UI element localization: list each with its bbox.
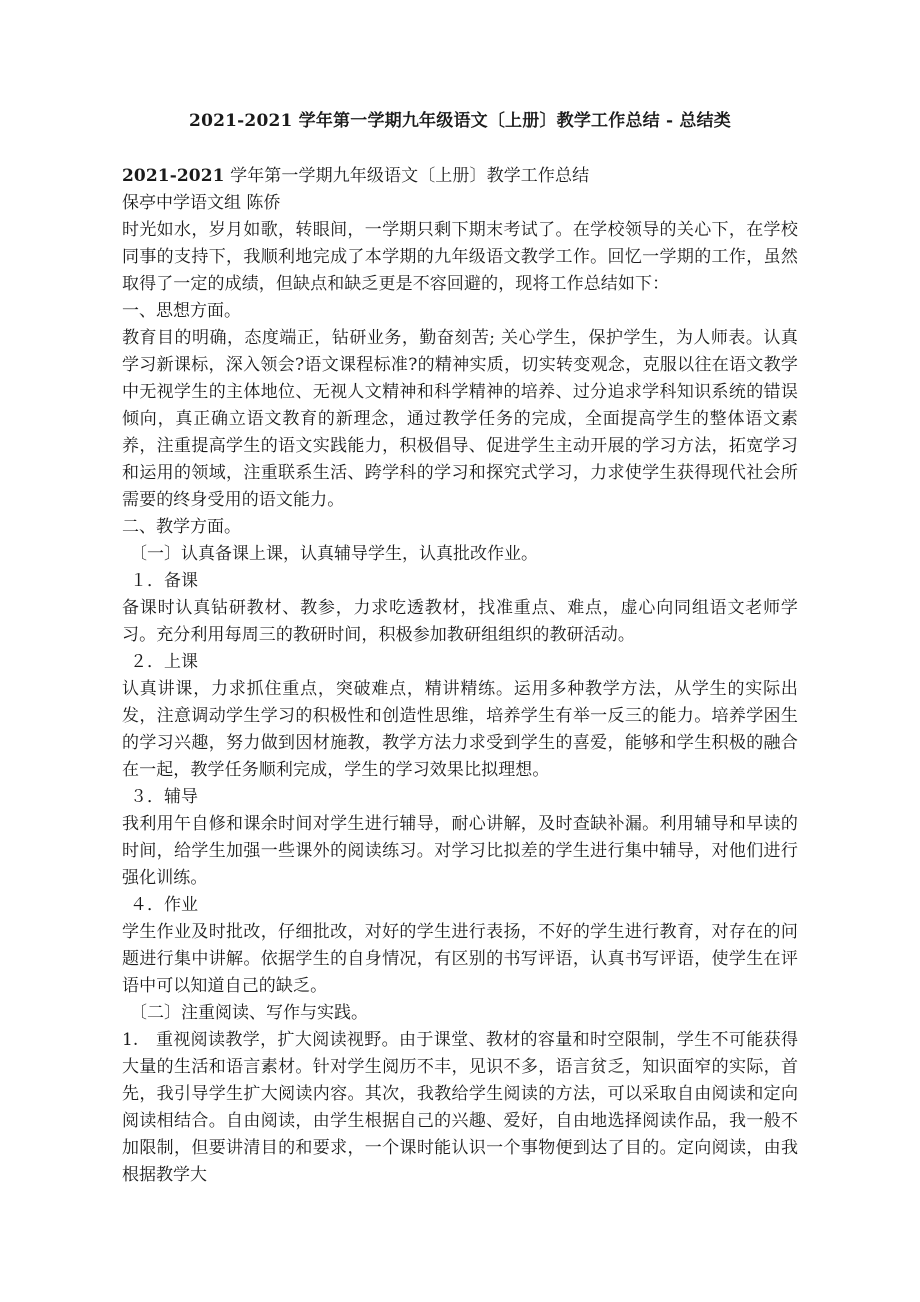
- document-body: [122, 217, 798, 1189]
- body-paragraph: 我利用午自修和课余时间对学生进行辅导，耐心讲解，及时查缺补漏。利用辅导和早读的时间，给学生加强一些课外的阅读练习。对学习比拟差的学生进行集中辅导，对他们进行强化训练。: [122, 814, 798, 888]
- subsection-heading: 〔二〕注重阅读、写作与实践。: [130, 1003, 368, 1023]
- subsection-heading: １．备课: [130, 571, 198, 591]
- section-heading: 二、教学方面。: [122, 517, 241, 537]
- document-content: [122, 108, 798, 1189]
- page-title: 2021-2021 学年第一学期九年级语文〔上册〕教学工作总结 - 总结类: [189, 111, 731, 131]
- document-heading-text: 学年第一学期九年级语文〔上册〕教学工作总结: [224, 166, 590, 186]
- body-paragraph: 认真讲课，力求抓住重点，突破难点，精讲精练。运用多种教学方法，从学生的实际出发，注意调动学生学习的积极性和创造性思维，培养学生有举一反三的能力。培养学困生的学习兴趣，努力做到因材施教，教学方法力求受到学生的喜爱，能够和学生积极的融合在一起，教学任务顺利完成，学生的学习效果比拟理想。: [122, 679, 798, 780]
- subsection-heading: ３．辅导: [130, 787, 198, 807]
- numbered-paragraph: 1. 重视阅读教学，扩大阅读视野。由于课堂、教材的容量和时空限制，学生不可能获得大量的生活和语言素材。针对学生阅历不丰，见识不多，语言贫乏，知识面窄的实际，首先，我引导学生扩大阅读内容。其次，我教给学生阅读的方法，可以采取自由阅读和定向阅读相结合。自由阅读，由学生根据自己的兴趣、爱好，自由地选择阅读作品，我一般不加限制，但要讲清目的和要求，一个课时能认识一个事物便到达了目的。定向阅读，由我根据教学大: [122, 1030, 798, 1185]
- document-heading-years: 2021-2021: [122, 166, 225, 186]
- subsection-heading: ４．作业: [130, 895, 198, 915]
- document-heading: [122, 163, 798, 190]
- section-heading: 一、思想方面。: [122, 301, 241, 321]
- author-byline: 保亭中学语文组 陈侨: [122, 193, 281, 213]
- body-paragraph: 学生作业及时批改，仔细批改，对好的学生进行表扬，不好的学生进行教育，对存在的问题进行集中讲解。依据学生的自身情况，有区别的书写评语，认真书写评语，使学生在评语中可以知道自己的缺乏。: [122, 922, 798, 996]
- subsection-heading: ２．上课: [130, 652, 198, 672]
- subsection-heading: 〔一〕认真备课上课，认真辅导学生，认真批改作业。: [130, 544, 538, 564]
- body-paragraph: 备课时认真钻研教材、教参，力求吃透教材，找准重点、难点，虚心向同组语文老师学习。充分利用每周三的教研时间，积极参加教研组组织的教研活动。: [122, 598, 798, 645]
- body-paragraph: 时光如水，岁月如歌，转眼间，一学期只剩下期末考试了。在学校领导的关心下，在学校同事的支持下，我顺利地完成了本学期的九年级语文教学工作。回忆一学期的工作，虽然取得了一定的成绩，但缺点和缺乏更是不容回避的，现将工作总结如下：: [122, 220, 798, 294]
- body-paragraph: 教育目的明确，态度端正，钻研业务，勤奋刻苦; 关心学生，保护学生，为人师表。认真学习新课标，深入领会?语文课程标准?的精神实质，切实转变观念，克服以往在语文教学中无视学生的主体地位、无视人文精神和科学精神的培养、过分追求学科知识系统的错误倾向，真正确立语文教育的新理念，通过教学任务的完成，全面提高学生的整体语文素养，注重提高学生的语文实践能力，积极倡导、促进学生主动开展的学习方法，拓宽学习和运用的领域，注重联系生活、跨学科的学习和探究式学习，力求使学生获得现代社会所需要的终身受用的语文能力。: [122, 328, 798, 510]
